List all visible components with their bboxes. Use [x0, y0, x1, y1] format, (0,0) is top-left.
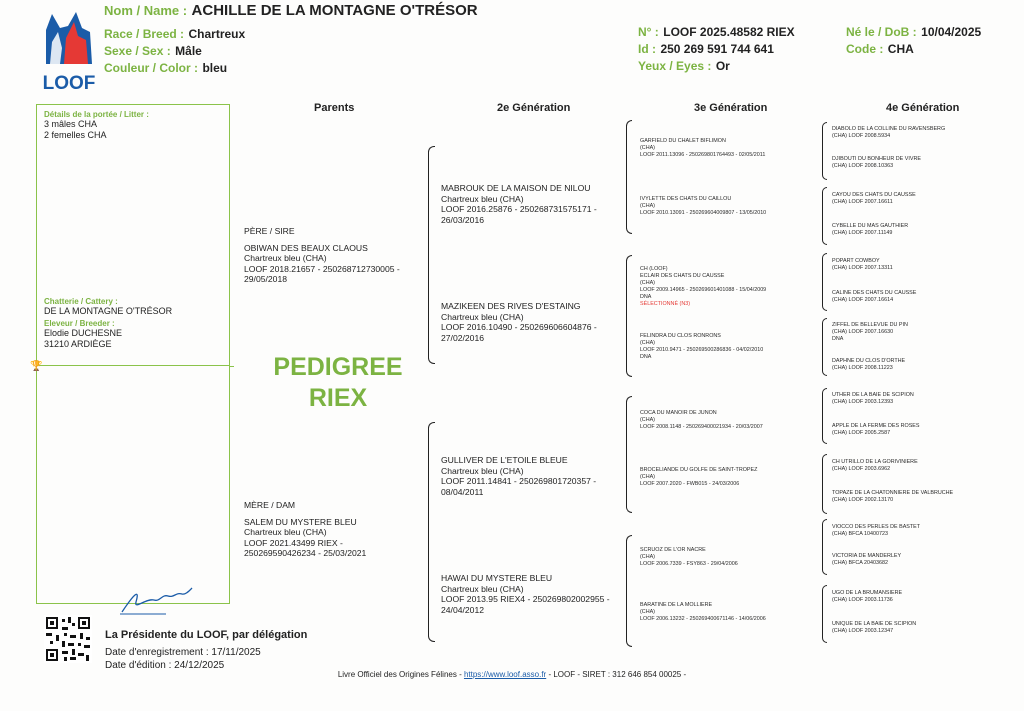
gen2-1-breed: Chartreux bleu (CHA) [441, 193, 524, 204]
header-number-row [638, 23, 795, 41]
gen4-entry-4 [832, 223, 1017, 237]
gen4-10-name: APPLE DE LA FERME DES ROSES [832, 423, 920, 429]
gen4-3-reg: (CHA) LOOF 2007.16611 [832, 199, 893, 205]
dob-label: Né le / DoB : [846, 25, 917, 39]
gen3-8-breed: (CHA) [640, 609, 655, 615]
gen2-3-date: 08/04/2011 [441, 486, 484, 497]
gen4-1-reg: (CHA) LOOF 2008.5934 [832, 133, 891, 139]
dam-entry [244, 500, 434, 559]
gen3-entry-4 [640, 333, 820, 361]
header-name-row [104, 2, 478, 20]
sire-name: OBIWAN DES BEAUX CLAOUS [244, 242, 368, 253]
eyes-label: Yeux / Eyes : [638, 59, 712, 73]
gen2-entry-2 [441, 301, 621, 343]
gen3-3-title: CH (LOOF) [640, 266, 668, 272]
gen4-3-name: CAYOU DES CHATS DU CAUSSE [832, 192, 916, 198]
dam-breed: Chartreux bleu (CHA) [244, 527, 327, 537]
name-label: Nom / Name : [104, 3, 188, 18]
brace-gen4-1 [822, 122, 827, 180]
brace-gen4-3 [822, 253, 827, 311]
registration-date: Date d'enregistrement : 17/11/2025 [105, 647, 261, 658]
gen3-entry-1 [640, 138, 820, 159]
legal-prefix: Livre Officiel des Origines Félines - [337, 670, 464, 679]
eyes-value: Or [715, 59, 730, 73]
gen4-entry-13 [832, 524, 1017, 538]
gen3-3-dna: DNA [640, 294, 652, 300]
brace-gen3-1 [626, 120, 632, 234]
code-value: CHA [887, 42, 914, 56]
gen3-8-reg: LOOF 2006.13232 - 250269400671146 - 14/06/2006 [640, 616, 766, 622]
gen4-entry-10 [832, 423, 1017, 437]
gen4-8-reg: (CHA) LOOF 2008.11223 [832, 365, 893, 371]
gen3-1-breed: (CHA) [640, 145, 655, 151]
gen3-1-reg: LOOF 2011.13096 - 250269801764493 - 02/05/2011 [640, 152, 766, 158]
header-id-row [638, 40, 774, 58]
gen2-2-reg: LOOF 2016.10490 - 250269606604876 - [441, 322, 597, 332]
gen3-entry-5 [640, 410, 820, 431]
gen4-14-reg: (CHA) BFCA 20403682 [832, 560, 889, 566]
gen4-2-name: DJIBOUTI DU BONHEUR DE VIVRE [832, 156, 921, 162]
header-color-row [104, 59, 227, 77]
signature [116, 584, 196, 623]
gen4-entry-6 [832, 290, 1017, 304]
sire-breed: Chartreux bleu (CHA) [244, 253, 327, 263]
gen3-entry-8 [640, 602, 820, 623]
brace-gen3-4 [626, 535, 632, 647]
gen4-entry-1 [832, 126, 1017, 140]
legal-footer [0, 670, 1024, 679]
header-eyes-row [638, 57, 730, 75]
litter-males: 3 mâles CHA [44, 119, 98, 129]
number-label: N° : [638, 25, 659, 39]
brace-gen4-6 [822, 454, 827, 514]
brace-gen4-4 [822, 318, 827, 376]
color-value: bleu [202, 61, 228, 75]
breed-value: Chartreux [188, 27, 246, 41]
sire-date: 29/05/2018 [244, 274, 288, 284]
gen3-6-name: BROCELIANDE DU GOLFE DE SAINT-TROPEZ [640, 467, 758, 473]
qr-code [44, 615, 92, 663]
gen4-entry-8 [832, 358, 1017, 372]
gen3-3-name: ECLAIR DES CHATS DU CAUSSE [640, 273, 725, 279]
litter-females: 2 femelles CHA [44, 130, 107, 140]
loof-website-link[interactable]: https://www.loof.asso.fr [463, 670, 547, 679]
col-gen4: 4e Génération [886, 102, 960, 114]
gen3-4-dna: DNA [640, 354, 652, 360]
code-label: Code : [846, 42, 884, 56]
brace-dam [428, 422, 435, 642]
litter-block [44, 110, 149, 141]
gen2-4-breed: Chartreux bleu (CHA) [441, 583, 524, 594]
cat-silhouette-icon [38, 8, 100, 66]
gen2-entry-1 [441, 183, 621, 225]
president-line: La Présidente du LOOF, par délégation [105, 629, 308, 641]
litter-label: Détails de la portée / Litter : [44, 110, 149, 119]
gen2-4-date: 24/04/2012 [441, 604, 485, 615]
gen4-6-name: CALINE DES CHATS DU CAUSSE [832, 290, 917, 296]
gen4-entry-14 [832, 553, 1017, 567]
gen3-1-name: GARFIELD DU CHALET BIFLIMON [640, 138, 726, 144]
col-gen2: 2e Génération [497, 102, 571, 114]
gen3-entry-6 [640, 467, 820, 488]
gen4-16-name: UNIQUE DE LA BAIE DE SCIPION [832, 621, 917, 627]
gen3-4-name: FELINDRA DU CLOS RONRONS [640, 333, 721, 339]
gen2-2-date: 27/02/2016 [441, 332, 485, 343]
gen2-3-breed: Chartreux bleu (CHA) [441, 465, 524, 476]
id-label: Id : [638, 42, 656, 56]
gen4-entry-7 [832, 322, 1017, 343]
gen3-7-reg: LOOF 2006.7339 - FSY863 - 29/04/2006 [640, 561, 738, 567]
gen3-3-reg: LOOF 2009.14965 - 250269601401088 - 15/04/2009 [640, 287, 767, 293]
dam-date: 250269590426234 - 25/03/2021 [244, 548, 367, 558]
sire-label: PÈRE / SIRE [244, 226, 295, 236]
brace-gen3-3 [626, 396, 632, 513]
gen4-4-name: CYBELLE DU MAS GAUTHIER [832, 223, 909, 229]
gen3-entry-7 [640, 547, 820, 568]
pedigree-title [258, 352, 418, 414]
sire-entry [244, 226, 434, 285]
gen3-2-name: IVYLETTE DES CHATS DU CAILLOU [640, 196, 732, 202]
gen4-15-name: UGO DE LA BRUMANSIERE [832, 590, 903, 596]
header-sex-row [104, 42, 202, 60]
gen3-5-name: COCA DU MANOIR DE JUNON [640, 410, 717, 416]
gen4-11-name: CH UTRILLO DE LA GORIVINIERE [832, 459, 918, 465]
gen3-8-name: BARATINE DE LA MOLLIERE [640, 602, 713, 608]
sex-label: Sexe / Sex : [104, 44, 171, 58]
gen4-8-name: DAPHNE DU CLOS D'ORTHE [832, 358, 906, 364]
gen4-4-reg: (CHA) LOOF 2007.11149 [832, 230, 893, 236]
col-parents: Parents [314, 102, 355, 114]
brace-gen4-7 [822, 519, 827, 575]
gen3-6-reg: LOOF 2007.2020 - FWB015 - 24/03/2006 [640, 481, 740, 487]
gen4-12-name: TOPAZE DE LA CHATONNIERE DE VALBRUCHE [832, 490, 954, 496]
gen2-entry-4 [441, 573, 621, 615]
gen4-14-name: VICTORIA DE MANDERLEY [832, 553, 902, 559]
id-value: 250 269 591 744 641 [660, 42, 774, 56]
edition-date: Date d'édition : 24/12/2025 [105, 660, 225, 671]
gen4-entry-12 [832, 490, 1017, 504]
gen2-4-reg: LOOF 2013.95 RIEX4 - 250269802002955 - [441, 594, 610, 604]
header-dob-row [846, 23, 981, 41]
gen4-entry-16 [832, 621, 1017, 635]
gen3-3-selected: SÉLECTIONNÉ (N3) [640, 301, 691, 307]
left-lower-box [36, 366, 230, 604]
breeder-label: Eleveur / Breeder : [44, 319, 115, 328]
cattery-value: DE LA MONTAGNE O'TRÉSOR [44, 306, 173, 316]
dam-label: MÈRE / DAM [244, 500, 296, 510]
gen4-7-name: ZIFFEL DE BELLEVUE DU PIN [832, 322, 908, 328]
gen4-11-reg: (CHA) LOOF 2003.6962 [832, 466, 891, 472]
gen3-4-breed: (CHA) [640, 340, 655, 346]
brace-gen4-2 [822, 187, 827, 245]
gen3-5-reg: LOOF 2008.1148 - 250269400021934 - 20/03/2007 [640, 424, 763, 430]
gen3-5-breed: (CHA) [640, 417, 655, 423]
brace-sire [428, 146, 435, 364]
gen3-4-reg: LOOF 2010.9471 - 250269500286836 - 04/02/2010 [640, 347, 764, 353]
logo-text: LOOF [42, 73, 96, 94]
gen4-1-name: DIABOLO DE LA COLLINE DU RAVENSBERG [832, 126, 946, 132]
gen4-entry-3 [832, 192, 1017, 206]
gen3-7-breed: (CHA) [640, 554, 655, 560]
gen3-3-breed: (CHA) [640, 280, 655, 286]
color-label: Couleur / Color : [104, 61, 198, 75]
gen4-entry-2 [832, 156, 1017, 170]
sire-reg: LOOF 2018.21657 - 250268712730005 - [244, 263, 400, 274]
loof-logo [38, 8, 100, 94]
gen2-1-reg: LOOF 2016.25876 - 250268731575171 - [441, 204, 597, 214]
breeder-name: Elodie DUCHESNE [44, 328, 123, 338]
sex-value: Mâle [175, 44, 202, 58]
gen3-6-breed: (CHA) [640, 474, 655, 480]
trophy-icon: 🏆 [30, 361, 43, 372]
dob-value: 10/04/2025 [921, 25, 982, 39]
gen4-2-reg: (CHA) LOOF 2008.10363 [832, 163, 894, 169]
gen3-entry-3 [640, 266, 820, 308]
gen4-5-reg: (CHA) LOOF 2007.13311 [832, 265, 893, 271]
gen4-entry-5 [832, 258, 1017, 272]
gen4-10-reg: (CHA) LOOF 2005.2587 [832, 430, 891, 436]
brace-gen4-8 [822, 585, 827, 643]
gen4-12-reg: (CHA) LOOF 2002.13170 [832, 497, 894, 503]
gen2-1-name: MABROUK DE LA MAISON DE NILOU [441, 183, 591, 193]
col-gen3: 3e Génération [694, 102, 768, 114]
gen4-6-reg: (CHA) LOOF 2007.16614 [832, 297, 894, 303]
gen4-9-name: UTHER DE LA BAIE DE SCIPION [832, 392, 914, 398]
brace-gen4-5 [822, 388, 827, 444]
cattery-block [44, 297, 172, 350]
gen4-7-dna: DNA [832, 336, 844, 342]
header-code-row [846, 40, 914, 58]
gen2-3-name: GULLIVER DE L'ETOILE BLEUE [441, 455, 568, 465]
pedigree-title-line2: RIEX [308, 384, 368, 412]
gen2-1-date: 26/03/2016 [441, 214, 485, 225]
gen4-5-name: POPART COWBOY [832, 258, 880, 264]
gen3-7-name: SCRUOZ DE L'OR NACRE [640, 547, 706, 553]
gen4-13-reg: (CHA) BFCA 10400723 [832, 531, 889, 537]
gen4-7-reg: (CHA) LOOF 2007.16630 [832, 329, 894, 335]
brace-gen3-2 [626, 255, 632, 377]
number-value: LOOF 2025.48582 RIEX [663, 25, 795, 39]
cat-name: ACHILLE DE LA MONTAGNE O'TRÉSOR [191, 2, 478, 19]
gen2-4-name: HAWAI DU MYSTERE BLEU [441, 573, 553, 583]
cattery-label: Chatterie / Cattery : [44, 297, 118, 306]
dam-name: SALEM DU MYSTERE BLEU [244, 516, 357, 527]
pedigree-title-line1: PEDIGREE [273, 353, 403, 381]
gen2-2-breed: Chartreux bleu (CHA) [441, 311, 524, 322]
gen3-entry-2 [640, 196, 820, 217]
gen3-2-breed: (CHA) [640, 203, 655, 209]
qr-code-icon [44, 615, 92, 663]
gen4-9-reg: (CHA) LOOF 2003.12393 [832, 399, 894, 405]
gen4-entry-9 [832, 392, 1017, 406]
gen3-2-reg: LOOF 2010.13091 - 250269604009807 - 13/05/2010 [640, 210, 767, 216]
gen4-16-reg: (CHA) LOOF 2003.12347 [832, 628, 894, 634]
separator-line [230, 366, 234, 367]
gen2-2-name: MAZIKEEN DES RIVES D'ESTAING [441, 301, 581, 311]
gen4-entry-11 [832, 459, 1017, 473]
gen4-entry-15 [832, 590, 1017, 604]
gen2-3-reg: LOOF 2011.14841 - 250269801720357 - [441, 476, 597, 486]
breeder-city: 31210 ARDIÈGE [44, 339, 112, 349]
dam-reg: LOOF 2021.43499 RIEX - [244, 537, 343, 548]
legal-suffix: - LOOF - SIRET : 312 646 854 00025 - [546, 670, 687, 679]
gen4-15-reg: (CHA) LOOF 2003.11736 [832, 597, 893, 603]
header-breed-row [104, 25, 245, 43]
breed-label: Race / Breed : [104, 27, 185, 41]
gen2-entry-3 [441, 455, 621, 497]
gen4-13-name: VIOCCO DES PERLES DE BASTET [832, 524, 921, 530]
